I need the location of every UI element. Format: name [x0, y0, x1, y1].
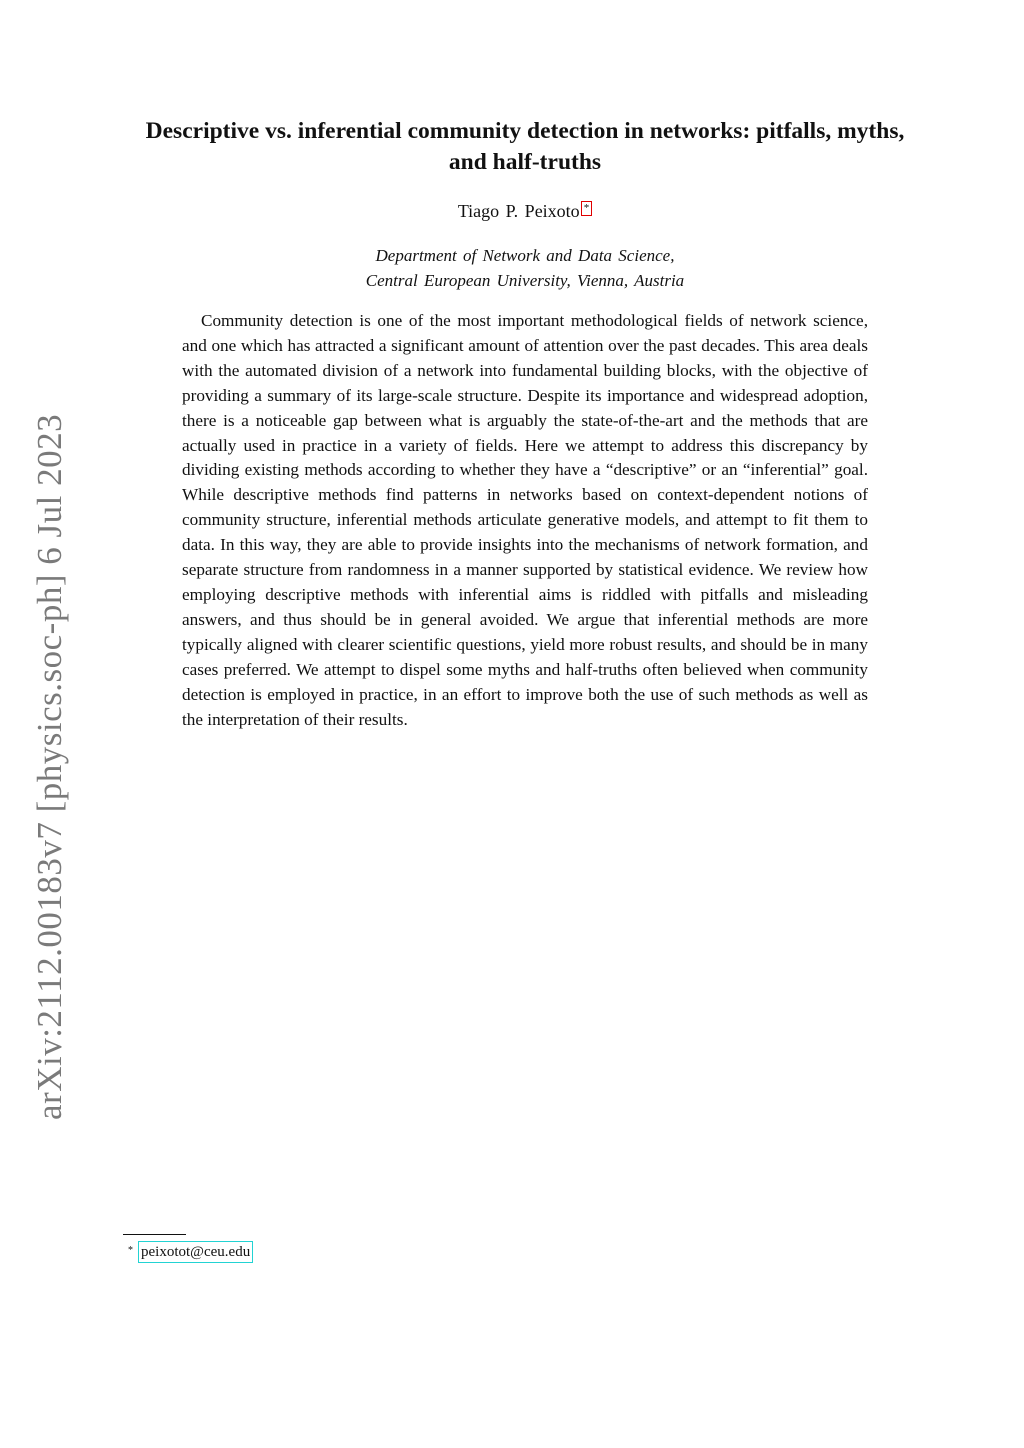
title-line-1: Descriptive vs. inferential community detection in networks: pitfalls, myths, — [145, 118, 905, 144]
author-footnote-link[interactable]: * — [581, 201, 593, 216]
title-line-2: and half-truths — [448, 149, 602, 175]
author-line — [100, 199, 950, 223]
email-link[interactable]: peixotot@ceu.edu — [138, 1241, 253, 1263]
abstract: Community detection is one of the most important methodological fields of network science, and one which has attracted a significant amount of attention over the past decades. This area deals with the automated division of a network into fundamental building blocks, with the objective of providing a summary of its large-scale structure. Despite its importance and widespread adoption, there is a noticeable gap between what is arguably the state-of-the-art and the methods that are actually used in practice in a variety of fields. Here we attempt to address this discrepancy by dividing existing methods according to whether they have a “descriptive” or an “inferential” goal. While descriptive methods find patterns in networks based on context-dependent notions of community structure, inferential methods articulate generative models, and attempt to fit them to data. In this way, they are able to provide insights into the mechanisms of network formation, and separate structure from randomness in a manner supported by statistical evidence. We review how employing descriptive methods with inferential aims is riddled with pitfalls and misleading answers, and thus should be in general avoided. We argue that inferential methods are more typically aligned with clearer scientific questions, yield more robust results, and should be in many cases preferred. We attempt to dispel some myths and half-truths often believed when community detection is employed in practice, in an effort to improve both the use of such methods as well as the interpretation of their results. — [182, 311, 868, 729]
footnote — [128, 1241, 253, 1263]
author-name: Tiago P. Peixoto — [457, 201, 580, 221]
footnote-divider — [123, 1234, 186, 1235]
paper-title — [100, 116, 950, 178]
affiliation-line-2: Central European University, Vienna, Austria — [365, 271, 685, 290]
arxiv-sidebar-stamp: arXiv:2112.00183v7 [physics.soc-ph] 6 Jul 2023 — [30, 413, 69, 1120]
affiliation — [100, 243, 950, 293]
footnote-marker: * — [128, 1245, 133, 1256]
affiliation-line-1: Department of Network and Data Science, — [375, 246, 675, 265]
